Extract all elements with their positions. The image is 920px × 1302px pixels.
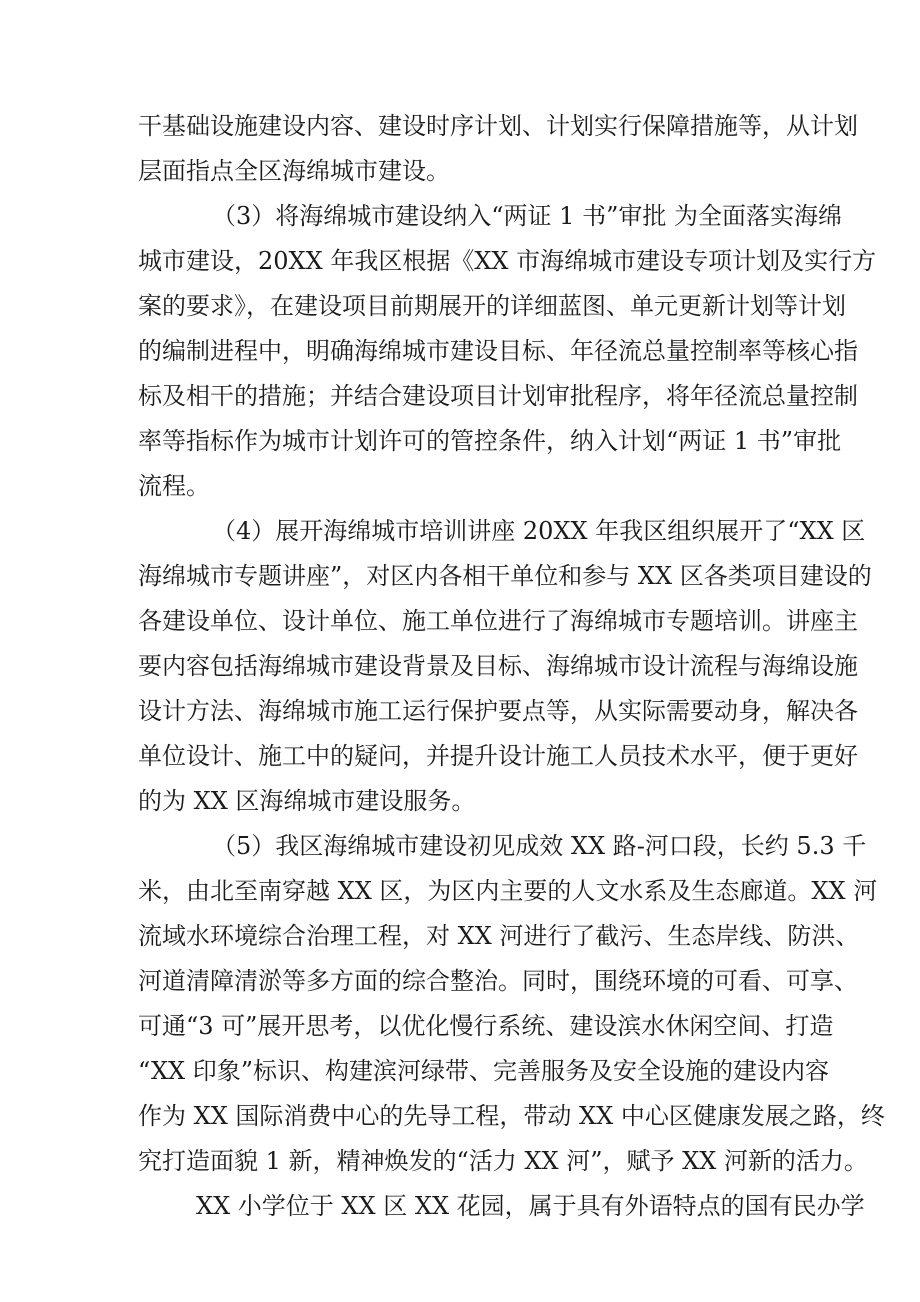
text-line: “XX 印象”标识、构建滨河绿带、完善服务及安全设施的建设内容	[138, 1057, 830, 1085]
text-line: 各建设单位、设计单位、施工单位进行了海绵城市专题培训。讲座主	[138, 607, 858, 635]
paragraph-school-start: XX 小学位于 XX 区 XX 花园，属于具有外语特点的国有民办学	[196, 1192, 865, 1220]
text-line: 单位设计、施工中的疑问，并提升设计施工人员技术水平，便于更好	[138, 742, 858, 770]
text-line: 海绵城市专题讲座”，对区内各相干单位和参与 XX 区各类项目建设的	[138, 562, 872, 590]
text-line: 可通“3 可”展开思考，以优化慢行系统、建设滨水休闲空间、打造	[138, 1012, 834, 1040]
text-line: 案的要求》，在建设项目前期展开的详细蓝图、单元更新计划等计划	[138, 292, 846, 320]
text-line: 干基础设施建设内容、建设时序计划、计划实行保障措施等，从计划	[138, 112, 858, 140]
text-line: 要内容包括海绵城市建设背景及目标、海绵城市设计流程与海绵设施	[138, 652, 858, 680]
text-line: 层面指点全区海绵城市建设。	[138, 157, 450, 185]
text-line: 流域水环境综合治理工程，对 XX 河进行了截污、生态岸线、防洪、	[138, 922, 860, 950]
text-line: 作为 XX 国际消费中心的先导工程，带动 XX 中心区健康发展之路，终	[138, 1102, 885, 1130]
text-line: 米，由北至南穿越 XX 区，为区内主要的人文水系及生态廊道。XX 河	[138, 877, 878, 905]
text-line: 流程。	[138, 472, 210, 500]
text-line: 究打造面貌 1 新，精神焕发的“活力 XX 河”，赋予 XX 河新的活力。	[138, 1147, 868, 1175]
document-body	[138, 104, 885, 1229]
text-line: 的编制进程中，明确海绵城市建设目标、年径流总量控制率等核心指	[138, 337, 858, 365]
paragraph-3-start: （3）将海绵城市建设纳入“两证 1 书”审批 为全面落实海绵	[212, 202, 842, 230]
paragraph-4-start: （4）展开海绵城市培训讲座 20XX 年我区组织展开了“XX 区	[212, 517, 866, 545]
text-line: 标及相干的措施；并结合建设项目计划审批程序，将年径流总量控制	[138, 382, 858, 410]
text-line: 河道清障清淤等多方面的综合整治。同时，围绕环境的可看、可享、	[138, 967, 858, 995]
text-line: 的为 XX 区海绵城市建设服务。	[138, 787, 476, 815]
paragraph-5-start: （5）我区海绵城市建设初见成效 XX 路-河口段，长约 5.3 千	[212, 832, 867, 860]
text-line: 城市建设，20XX 年我区根据《XX 市海绵城市建设专项计划及实行方	[138, 247, 877, 275]
text-line: 率等指标作为城市计划许可的管控条件，纳入计划“两证 1 书”审批	[138, 427, 842, 455]
text-line: 设计方法、海绵城市施工运行保护要点等，从实际需要动身，解决各	[138, 697, 858, 725]
